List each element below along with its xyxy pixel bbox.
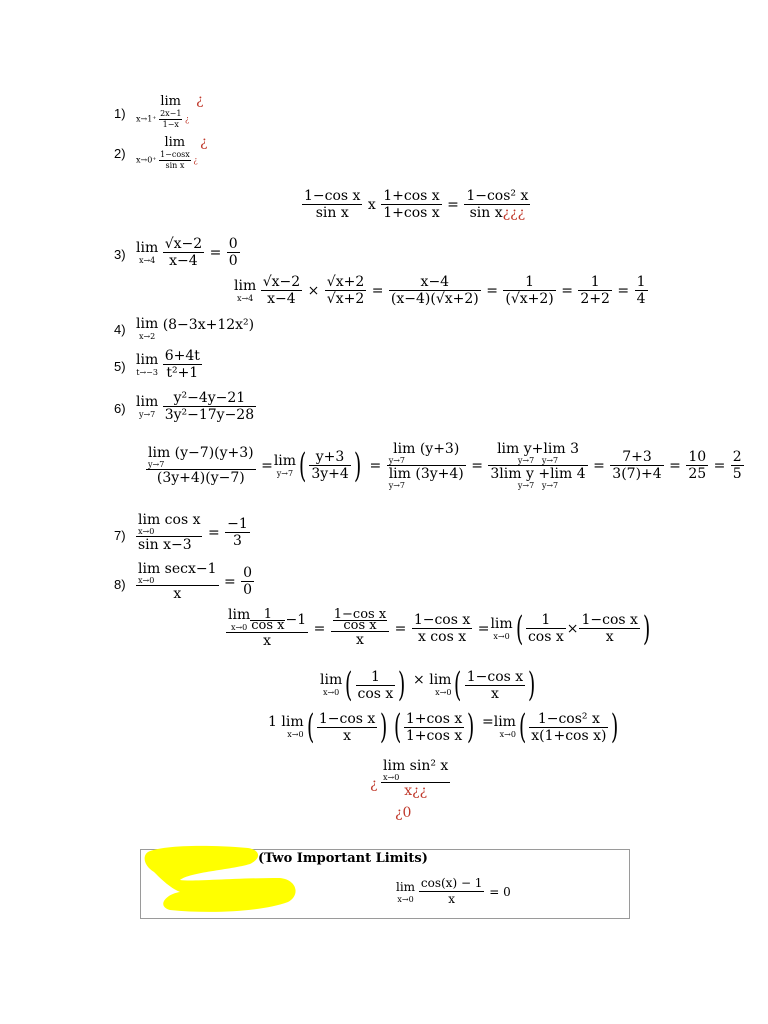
fraction: $\frac{\text{1+cos x}}{\text{1+cos x}}$ bbox=[383, 188, 440, 221]
fraction: $\frac{√x-2}{x-4}$ bbox=[164, 236, 203, 269]
item-number-7: 7) bbox=[114, 528, 126, 543]
operand: x bbox=[367, 196, 376, 213]
denominator: 1−x bbox=[162, 120, 179, 129]
lim-operator: lim x→2 bbox=[136, 316, 159, 341]
item-number-4: 4) bbox=[114, 322, 126, 337]
lim-label: lim bbox=[160, 94, 181, 109]
equation-8d: lim sin² x x→0 x¿¿ bbox=[383, 758, 449, 799]
fraction: $\frac{\text{1−cos x}}{\text{sin x}}$ bbox=[304, 188, 361, 221]
lim-subscript: x→1⁺ bbox=[136, 114, 160, 124]
cos-limit-formula: lim x→0 $\frac{\cos(x) - 1}{x}$ = 0 bbox=[396, 876, 511, 906]
fraction bbox=[159, 150, 191, 171]
limit-3 bbox=[136, 236, 240, 269]
item-number-2: 2) bbox=[114, 146, 126, 161]
fraction: $\frac{\text{1−cos² x}}{\text{sin x¿¿¿}}$ bbox=[466, 188, 529, 221]
fraction: lim (y−7)(y+3) y→7 (3y+4)(y−7) bbox=[148, 445, 254, 486]
denominator: sin x bbox=[165, 161, 185, 170]
limit-5: lim t→−3 $\frac{6+4t}{\text{t²+1}}$ bbox=[136, 348, 200, 381]
equation-8b: lim x→0 ( $\frac{1}{\text{cos x}}$ ) × lim x→0 ( $\frac{\text{1−cos x}}{x}$ ) bbox=[320, 665, 536, 705]
lim-operator: lim y→7 bbox=[273, 452, 297, 478]
limit-7: lim cos x x→0 sin x−3 = $\frac{-1}{3}$ bbox=[138, 512, 248, 553]
limit-8: lim secx−1 x→0 x = $\frac{0}{0}$ bbox=[138, 561, 253, 602]
item-number-8: 8) bbox=[114, 577, 126, 592]
lim-label: lim bbox=[164, 135, 186, 150]
fraction: $\frac{0}{0}$ bbox=[228, 236, 238, 269]
unknown-glyph: ¿ bbox=[185, 114, 190, 124]
limit-2 bbox=[136, 135, 198, 171]
equation-8a: lim x→0 $\frac{1}{\text{cos x}}$ −1 x = $\frac{\frac{\text{1−cos x}}{\text{cos x}}}{x}$ = $\frac{\text{1−cos x}}{\text{x cos x}}$ = lim x→0 ( $\frac{1}{\text{cos x}}$ × $\frac{\text{1−cos x}}{x}$ ) bbox=[228, 606, 651, 649]
lim-operator: lim x→4 bbox=[136, 239, 159, 265]
equation-8c: 1 lim x→0 ( $\frac{\text{1−cos x}}{x}$ ) ( $\frac{\text{1+cos x}}{\text{1+cos x}}$ ) =lim x→0 ( $\frac{\text{1−cos² x}}{\text{x(1+cos x)}}$ ) bbox=[268, 707, 619, 747]
equation-3a: lim x→4 $\frac{√x-2}{x-4}$ × $\frac{√x+2}{√x+2}$ = $\frac{x-4}{(x-4)(√x+2)}$ = $\frac{1}{(√x+2)}$ = $\frac{1}{2+2}$ = $\frac{1}{4}$ bbox=[234, 274, 646, 307]
lim-operator: lim y→7 bbox=[136, 393, 159, 419]
lim-subscript: x→0⁺ bbox=[136, 155, 160, 165]
fraction bbox=[159, 109, 182, 130]
unknown-glyph: ¿ bbox=[370, 776, 378, 792]
limit-6: lim y→7 $\frac{\text{y²−4y−21}}{\text{3y²−17y−28}}$ bbox=[136, 390, 255, 423]
unknown-glyph: ¿ bbox=[200, 134, 208, 150]
numerator: 2x−1 bbox=[160, 109, 182, 118]
times-sign: × bbox=[307, 282, 320, 299]
item-number-6: 6) bbox=[114, 401, 126, 416]
item-number-3: 3) bbox=[114, 247, 126, 262]
numerator: 1−cosx bbox=[160, 150, 190, 159]
expression: (8−3x+12x²) bbox=[162, 317, 255, 333]
box-title: (Two Important Limits) bbox=[258, 851, 428, 866]
unknown-glyph: ¿ bbox=[196, 92, 204, 108]
limit-1 bbox=[136, 94, 189, 130]
equation-6a: lim (y−7)(y+3) y→7 (3y+4)(y−7) = lim y→7 ( $\frac{y+3}{3y+4}$ ) = lim (y+3) y→7 lim (3y+4) y→7 = lim y+lim 3 y→7 y→7 3lim y +lim 4 y→7 y→7 = $\frac{7+3}{3(7)+4}$ = $\frac{10}{25}$ = $\frac{2}{5}$ bbox=[148, 441, 742, 490]
item-number-1: 1) bbox=[114, 106, 126, 121]
equals-sign: = bbox=[447, 196, 459, 213]
equation-2a bbox=[302, 188, 530, 221]
unknown-glyph: ¿ bbox=[193, 155, 198, 165]
result-zero: ¿0 bbox=[395, 805, 412, 821]
item-number-5: 5) bbox=[114, 359, 126, 374]
lim-operator: lim t→−3 bbox=[136, 351, 159, 377]
lim-operator: lim x→4 bbox=[234, 277, 257, 303]
limit-4 bbox=[136, 317, 254, 341]
equals-sign: = bbox=[209, 244, 222, 261]
